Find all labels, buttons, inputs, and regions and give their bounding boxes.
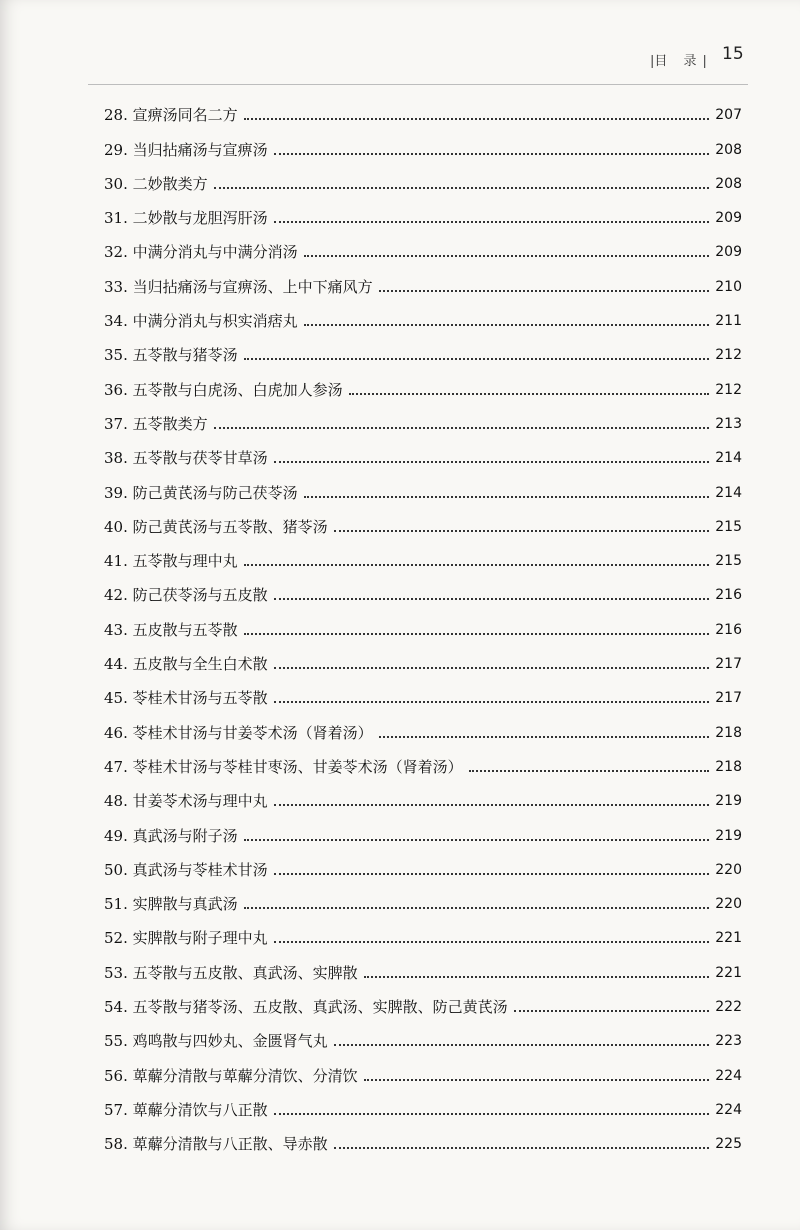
toc-entry-page: 209 bbox=[715, 210, 742, 227]
toc-entry[interactable] bbox=[104, 674, 742, 708]
toc-entry[interactable] bbox=[104, 880, 742, 914]
dot-leader bbox=[244, 906, 710, 909]
dot-leader bbox=[274, 803, 710, 806]
toc-entry-page: 208 bbox=[715, 141, 742, 158]
dot-leader bbox=[514, 1009, 710, 1012]
toc-entry-title: 48. 甘姜苓术汤与理中丸 bbox=[104, 792, 268, 811]
toc-entry-title: 56. 萆薢分清散与萆薢分清饮、分清饮 bbox=[104, 1066, 358, 1085]
toc-entry-page: 214 bbox=[715, 450, 742, 467]
toc-entry-title: 43. 五皮散与五苓散 bbox=[104, 620, 238, 639]
running-header bbox=[0, 42, 800, 72]
toc-entry[interactable] bbox=[104, 983, 742, 1017]
dot-leader bbox=[214, 186, 710, 189]
dot-leader bbox=[274, 666, 710, 669]
toc-entry-page: 218 bbox=[715, 724, 742, 741]
toc-entry-title: 58. 萆薢分清散与八正散、导赤散 bbox=[104, 1135, 328, 1154]
toc-entry-page: 220 bbox=[715, 896, 742, 913]
dot-leader bbox=[244, 632, 710, 635]
section-label-text: 目 录 bbox=[654, 54, 703, 69]
toc-entry-title: 37. 五苓散类方 bbox=[104, 414, 208, 433]
toc-entry[interactable] bbox=[104, 91, 742, 125]
dot-leader bbox=[274, 220, 710, 223]
dot-leader bbox=[334, 1146, 710, 1149]
dot-leader bbox=[274, 152, 710, 155]
toc-entry-page: 217 bbox=[715, 656, 742, 673]
dot-leader bbox=[334, 529, 710, 532]
table-of-contents bbox=[104, 91, 742, 1154]
toc-entry[interactable] bbox=[104, 1120, 742, 1154]
toc-entry-page: 219 bbox=[715, 827, 742, 844]
toc-entry-page: 218 bbox=[715, 758, 742, 775]
section-label: |目 录| bbox=[650, 54, 707, 69]
dot-leader bbox=[349, 392, 710, 395]
toc-entry-page: 207 bbox=[715, 107, 742, 124]
toc-entry-page: 221 bbox=[715, 964, 742, 981]
dot-leader bbox=[379, 735, 710, 738]
toc-entry[interactable] bbox=[104, 194, 742, 228]
dot-leader bbox=[244, 838, 710, 841]
toc-entry[interactable] bbox=[104, 503, 742, 537]
toc-entry[interactable] bbox=[104, 708, 742, 742]
toc-entry[interactable] bbox=[104, 777, 742, 811]
toc-entry-title: 38. 五苓散与茯苓甘草汤 bbox=[104, 449, 268, 468]
dot-leader bbox=[274, 940, 710, 943]
toc-entry[interactable] bbox=[104, 846, 742, 880]
toc-entry-title: 28. 宣痹汤同名二方 bbox=[104, 106, 238, 125]
toc-entry[interactable] bbox=[104, 262, 742, 296]
toc-entry-page: 214 bbox=[715, 484, 742, 501]
dot-leader bbox=[214, 426, 710, 429]
toc-entry[interactable] bbox=[104, 537, 742, 571]
dot-leader bbox=[244, 117, 710, 120]
toc-entry-page: 215 bbox=[715, 553, 742, 570]
toc-entry-title: 42. 防己茯苓汤与五皮散 bbox=[104, 586, 268, 605]
toc-entry-title: 31. 二妙散与龙胆泻肝汤 bbox=[104, 209, 268, 228]
dot-leader bbox=[274, 700, 710, 703]
dot-leader bbox=[244, 563, 710, 566]
toc-entry-title: 55. 鸡鸣散与四妙丸、金匮肾气丸 bbox=[104, 1032, 328, 1051]
toc-entry[interactable] bbox=[104, 1051, 742, 1085]
toc-entry-page: 208 bbox=[715, 175, 742, 192]
toc-entry-title: 44. 五皮散与全生白术散 bbox=[104, 655, 268, 674]
toc-entry-title: 33. 当归拈痛汤与宣痹汤、上中下痛风方 bbox=[104, 277, 373, 296]
toc-entry[interactable] bbox=[104, 571, 742, 605]
toc-entry-title: 32. 中满分消丸与中满分消汤 bbox=[104, 243, 298, 262]
toc-entry-title: 51. 实脾散与真武汤 bbox=[104, 895, 238, 914]
toc-entry-title: 29. 当归拈痛汤与宣痹汤 bbox=[104, 140, 268, 159]
toc-entry-title: 46. 苓桂术甘汤与甘姜苓术汤（肾着汤） bbox=[104, 723, 373, 742]
toc-entry[interactable] bbox=[104, 228, 742, 262]
toc-entry[interactable] bbox=[104, 1086, 742, 1120]
toc-entry[interactable] bbox=[104, 743, 742, 777]
dot-leader bbox=[274, 460, 710, 463]
toc-entry-title: 40. 防己黄芪汤与五苓散、猪苓汤 bbox=[104, 517, 328, 536]
toc-entry-page: 224 bbox=[715, 1101, 742, 1118]
toc-entry-page: 212 bbox=[715, 347, 742, 364]
toc-entry-page: 216 bbox=[715, 621, 742, 638]
toc-entry[interactable] bbox=[104, 434, 742, 468]
toc-entry-page: 217 bbox=[715, 690, 742, 707]
toc-entry-title: 49. 真武汤与附子汤 bbox=[104, 826, 238, 845]
dot-leader bbox=[379, 289, 710, 292]
toc-entry[interactable] bbox=[104, 468, 742, 502]
dot-leader bbox=[274, 872, 710, 875]
dot-leader bbox=[274, 597, 710, 600]
toc-entry[interactable] bbox=[104, 297, 742, 331]
header-divider bbox=[88, 84, 748, 85]
toc-entry-title: 45. 苓桂术甘汤与五苓散 bbox=[104, 689, 268, 708]
toc-entry-title: 35. 五苓散与猪苓汤 bbox=[104, 346, 238, 365]
dot-leader bbox=[244, 357, 710, 360]
toc-entry-page: 209 bbox=[715, 244, 742, 261]
toc-entry[interactable] bbox=[104, 914, 742, 948]
toc-entry-title: 30. 二妙散类方 bbox=[104, 174, 208, 193]
toc-entry-title: 53. 五苓散与五皮散、真武汤、实脾散 bbox=[104, 963, 358, 982]
toc-entry-page: 221 bbox=[715, 930, 742, 947]
toc-entry-page: 215 bbox=[715, 518, 742, 535]
dot-leader bbox=[334, 1043, 710, 1046]
dot-leader bbox=[274, 1112, 710, 1115]
toc-entry[interactable] bbox=[104, 948, 742, 982]
toc-entry-title: 34. 中满分消丸与枳实消痞丸 bbox=[104, 312, 298, 331]
dot-leader bbox=[469, 769, 710, 772]
toc-entry-page: 216 bbox=[715, 587, 742, 604]
toc-entry-page: 210 bbox=[715, 278, 742, 295]
toc-entry-page: 225 bbox=[715, 1136, 742, 1153]
toc-entry-title: 36. 五苓散与白虎汤、白虎加人参汤 bbox=[104, 380, 343, 399]
dot-leader bbox=[364, 975, 710, 978]
toc-entry-page: 222 bbox=[715, 999, 742, 1016]
toc-entry[interactable] bbox=[104, 605, 742, 639]
toc-entry-title: 52. 实脾散与附子理中丸 bbox=[104, 929, 268, 948]
toc-entry-page: 213 bbox=[715, 415, 742, 432]
toc-entry[interactable] bbox=[104, 125, 742, 159]
toc-entry[interactable] bbox=[104, 1017, 742, 1051]
toc-entry-page: 212 bbox=[715, 381, 742, 398]
toc-entry[interactable] bbox=[104, 160, 742, 194]
page-number: 15 bbox=[722, 44, 744, 64]
toc-entry-title: 47. 苓桂术甘汤与苓桂甘枣汤、甘姜苓术汤（肾着汤） bbox=[104, 757, 463, 776]
toc-entry-page: 223 bbox=[715, 1033, 742, 1050]
toc-entry[interactable] bbox=[104, 811, 742, 845]
dot-leader bbox=[364, 1078, 710, 1081]
toc-entry-title: 41. 五苓散与理中丸 bbox=[104, 552, 238, 571]
toc-entry-page: 224 bbox=[715, 1067, 742, 1084]
toc-entry-title: 57. 萆薢分清饮与八正散 bbox=[104, 1100, 268, 1119]
dot-leader bbox=[304, 495, 710, 498]
dot-leader bbox=[304, 254, 710, 257]
toc-entry[interactable] bbox=[104, 365, 742, 399]
toc-entry-page: 220 bbox=[715, 861, 742, 878]
toc-entry[interactable] bbox=[104, 640, 742, 674]
toc-entry[interactable] bbox=[104, 400, 742, 434]
toc-entry-title: 39. 防己黄芪汤与防己茯苓汤 bbox=[104, 483, 298, 502]
toc-entry-page: 219 bbox=[715, 793, 742, 810]
toc-entry-title: 54. 五苓散与猪苓汤、五皮散、真武汤、实脾散、防己黄芪汤 bbox=[104, 998, 508, 1017]
toc-entry-title: 50. 真武汤与苓桂术甘汤 bbox=[104, 860, 268, 879]
dot-leader bbox=[304, 323, 710, 326]
toc-entry[interactable] bbox=[104, 331, 742, 365]
toc-entry-page: 211 bbox=[715, 313, 742, 330]
